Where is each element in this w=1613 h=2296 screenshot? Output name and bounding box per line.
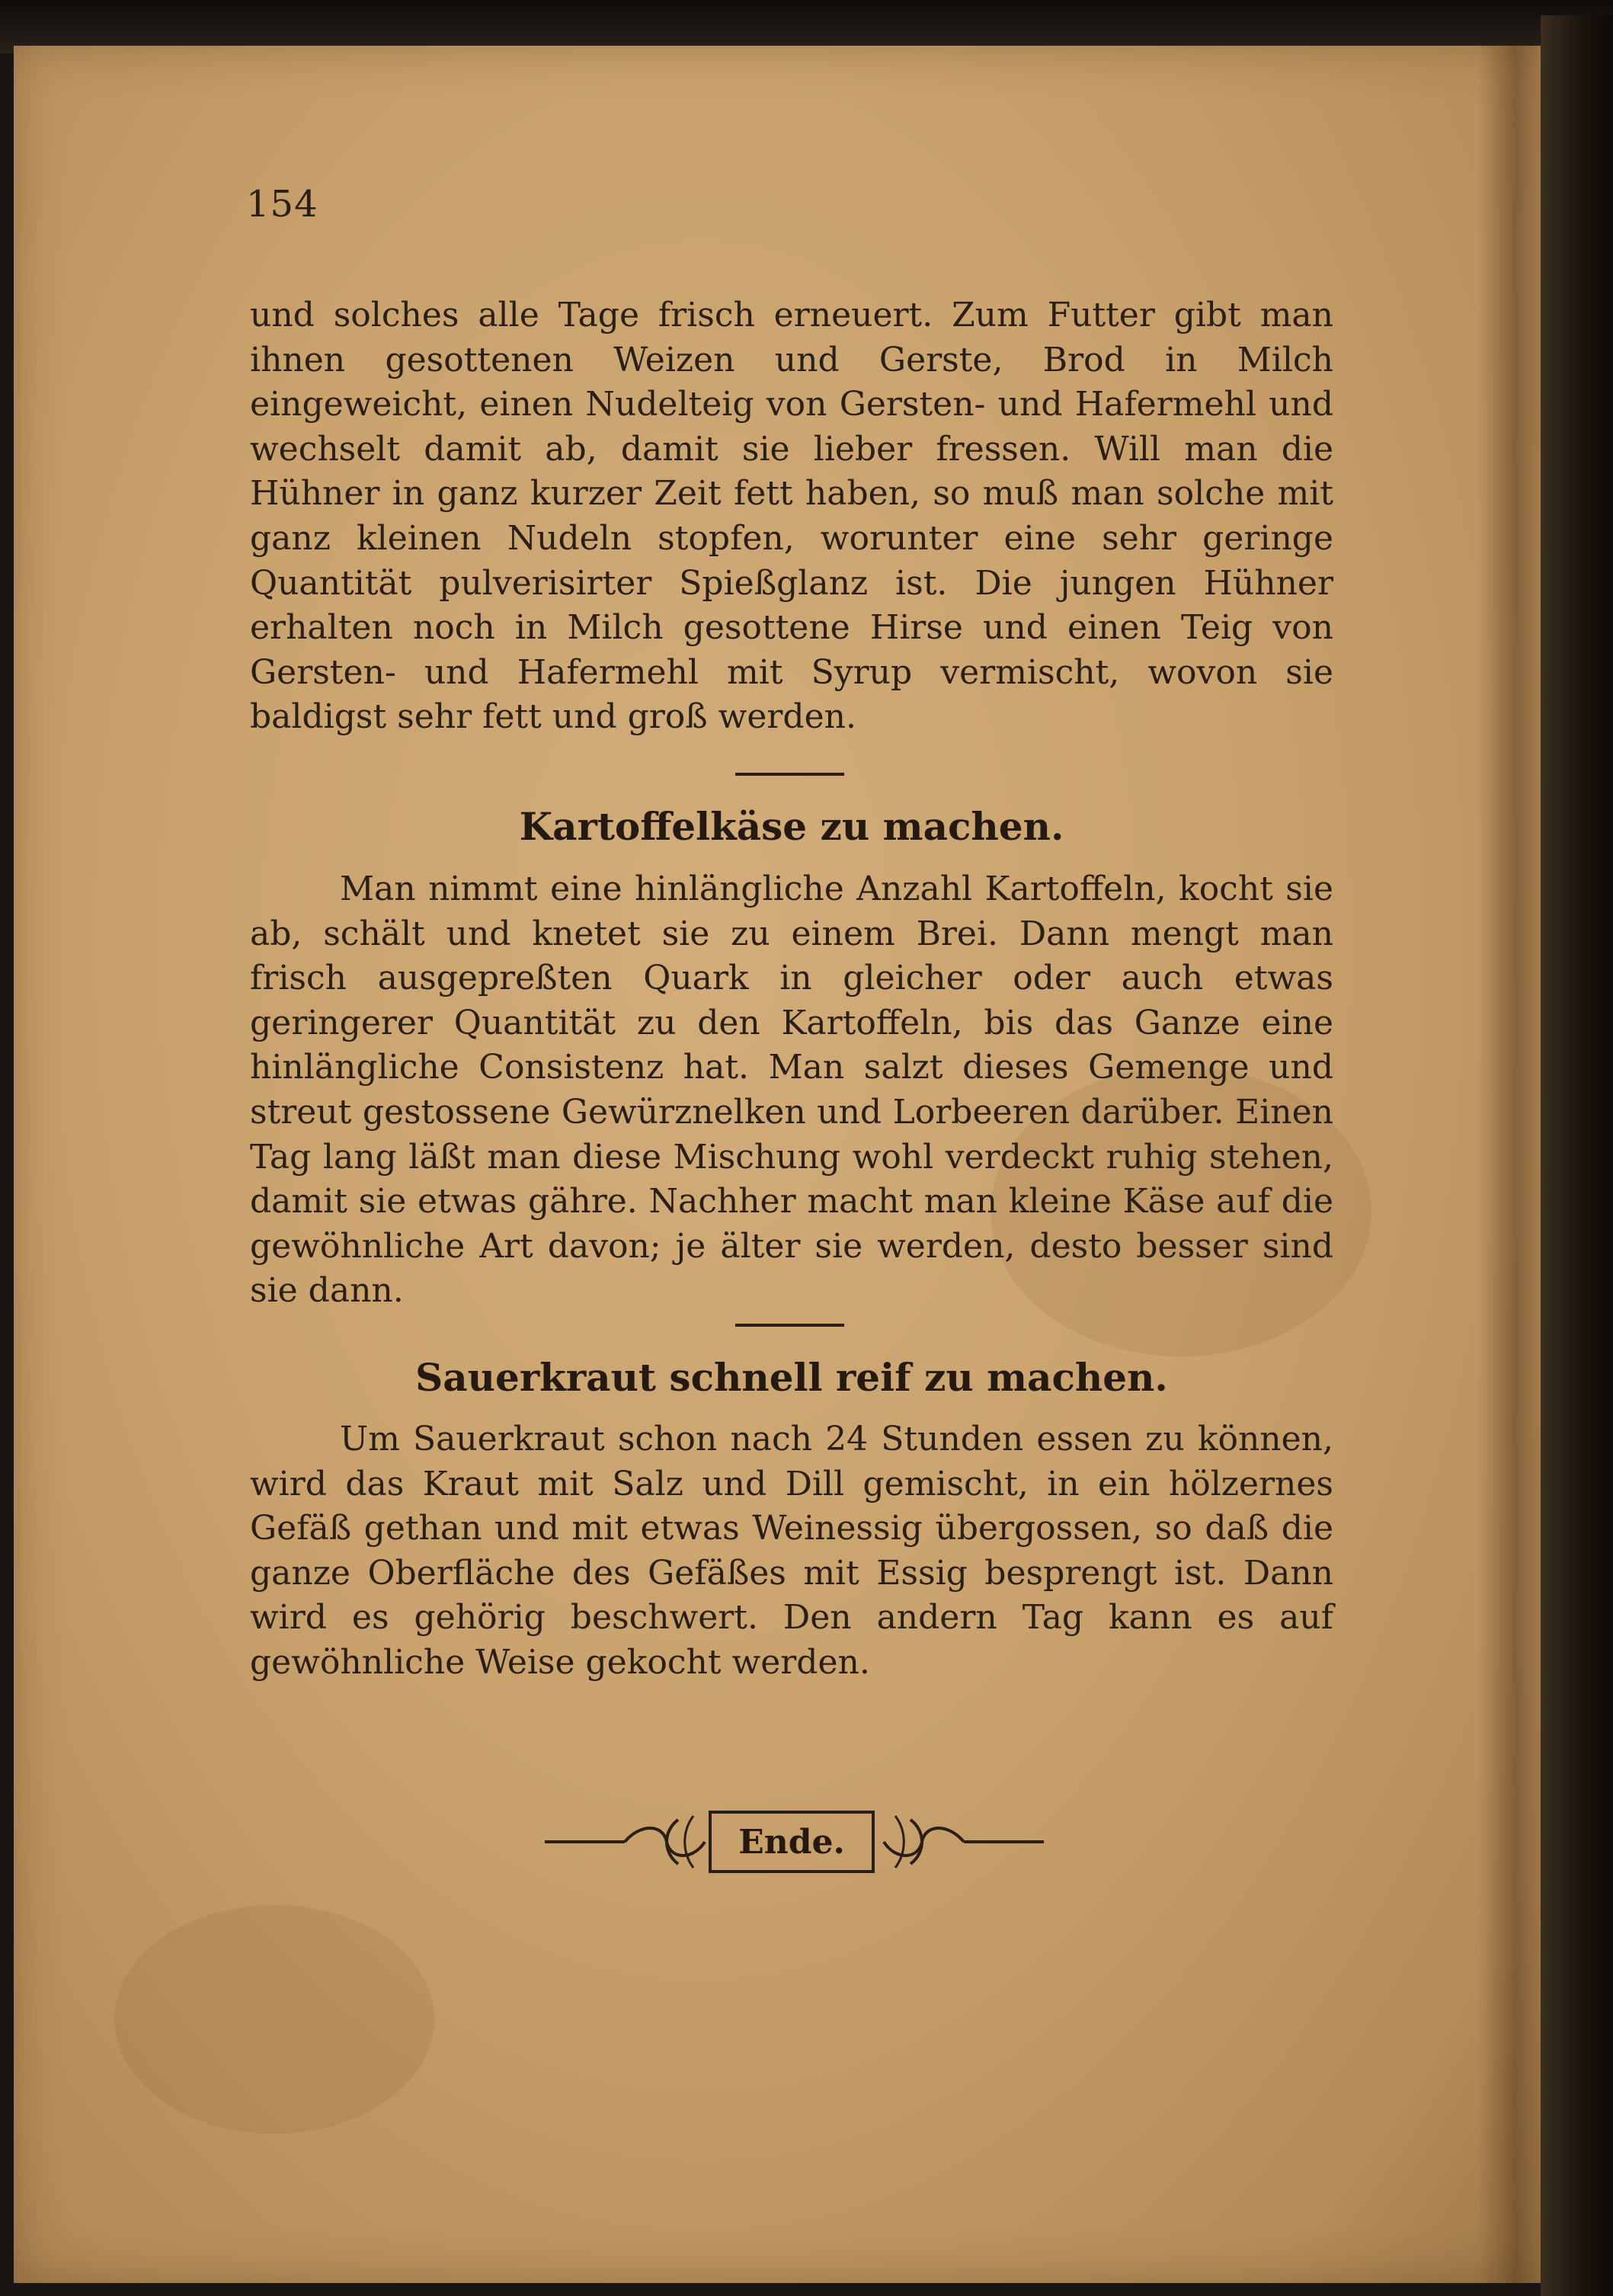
recipe-body-kartoffelkaese: Man nimmt eine hinlängliche Anzahl Kartoffeln, kocht sie ab, schält und knetet sie zu einem Brei. Dann mengt man frisch ausgepreßten Quark in gleicher oder auch etwas geringerer Quantität zu den Kartoffeln, bis das Ganze eine hinlängliche Consistenz hat. Man salzt dieses Gemenge und streut gestossene Gewürznelken und Lorbeeren darüber. Einen Tag lang läßt man diese Mischung wohl verdeckt ruhig stehen, damit sie etwas gähre. Nachher macht man kleine Käse auf die gewöhnliche Art davon; je älter sie werden, desto besser sind sie dann. (250, 869, 1333, 1311)
recipe-body-sauerkraut: Um Sauerkraut schon nach 24 Stunden essen zu können, wird das Kraut mit Salz und Dill gemischt, in ein hölzernes Gefäß gethan und mit etwas Weinessig übergossen, so daß die ganze Oberfläche des Gefäßes mit Essig besprengt ist. Dann wird es gehörig beschwert. Den andern Tag kann es auf gewöhnliche Weise gekocht werden. (250, 1420, 1333, 1682)
page-fold (1478, 46, 1541, 2283)
section-divider (735, 1324, 844, 1327)
section-divider (735, 773, 844, 776)
recipe-title-kartoffelkaese: Kartoffelkäse zu machen. (519, 804, 1064, 849)
recipe-title-sauerkraut: Sauerkraut schnell reif zu machen. (415, 1355, 1168, 1400)
page-number: 154 (246, 183, 318, 226)
end-label: Ende. (709, 1811, 875, 1873)
paper-stain (114, 1905, 434, 2134)
intro-paragraph: und solches alle Tage frisch erneuert. Zum Futter gibt man ihnen gesottenen Weizen und Gerste, Brod in Milch eingeweicht, einen Nudelteig von Gersten- und Hafermehl und wechselt damit ab, damit sie lieber fressen. Will man die Hühner in ganz kurzer Zeit fett haben, so muß man solche mit ganz kleinen Nudeln stopfen, worunter eine sehr geringe Quantität pulverisirter Spießglanz ist. Die jungen Hühner erhalten noch in Milch gesottene Hirse und einen Teig von Gersten- und Hafermehl mit Syrup vermischt, wovon sie baldigst sehr fett und groß werden. (250, 296, 1333, 737)
book-spine-edge (1541, 15, 1613, 2296)
